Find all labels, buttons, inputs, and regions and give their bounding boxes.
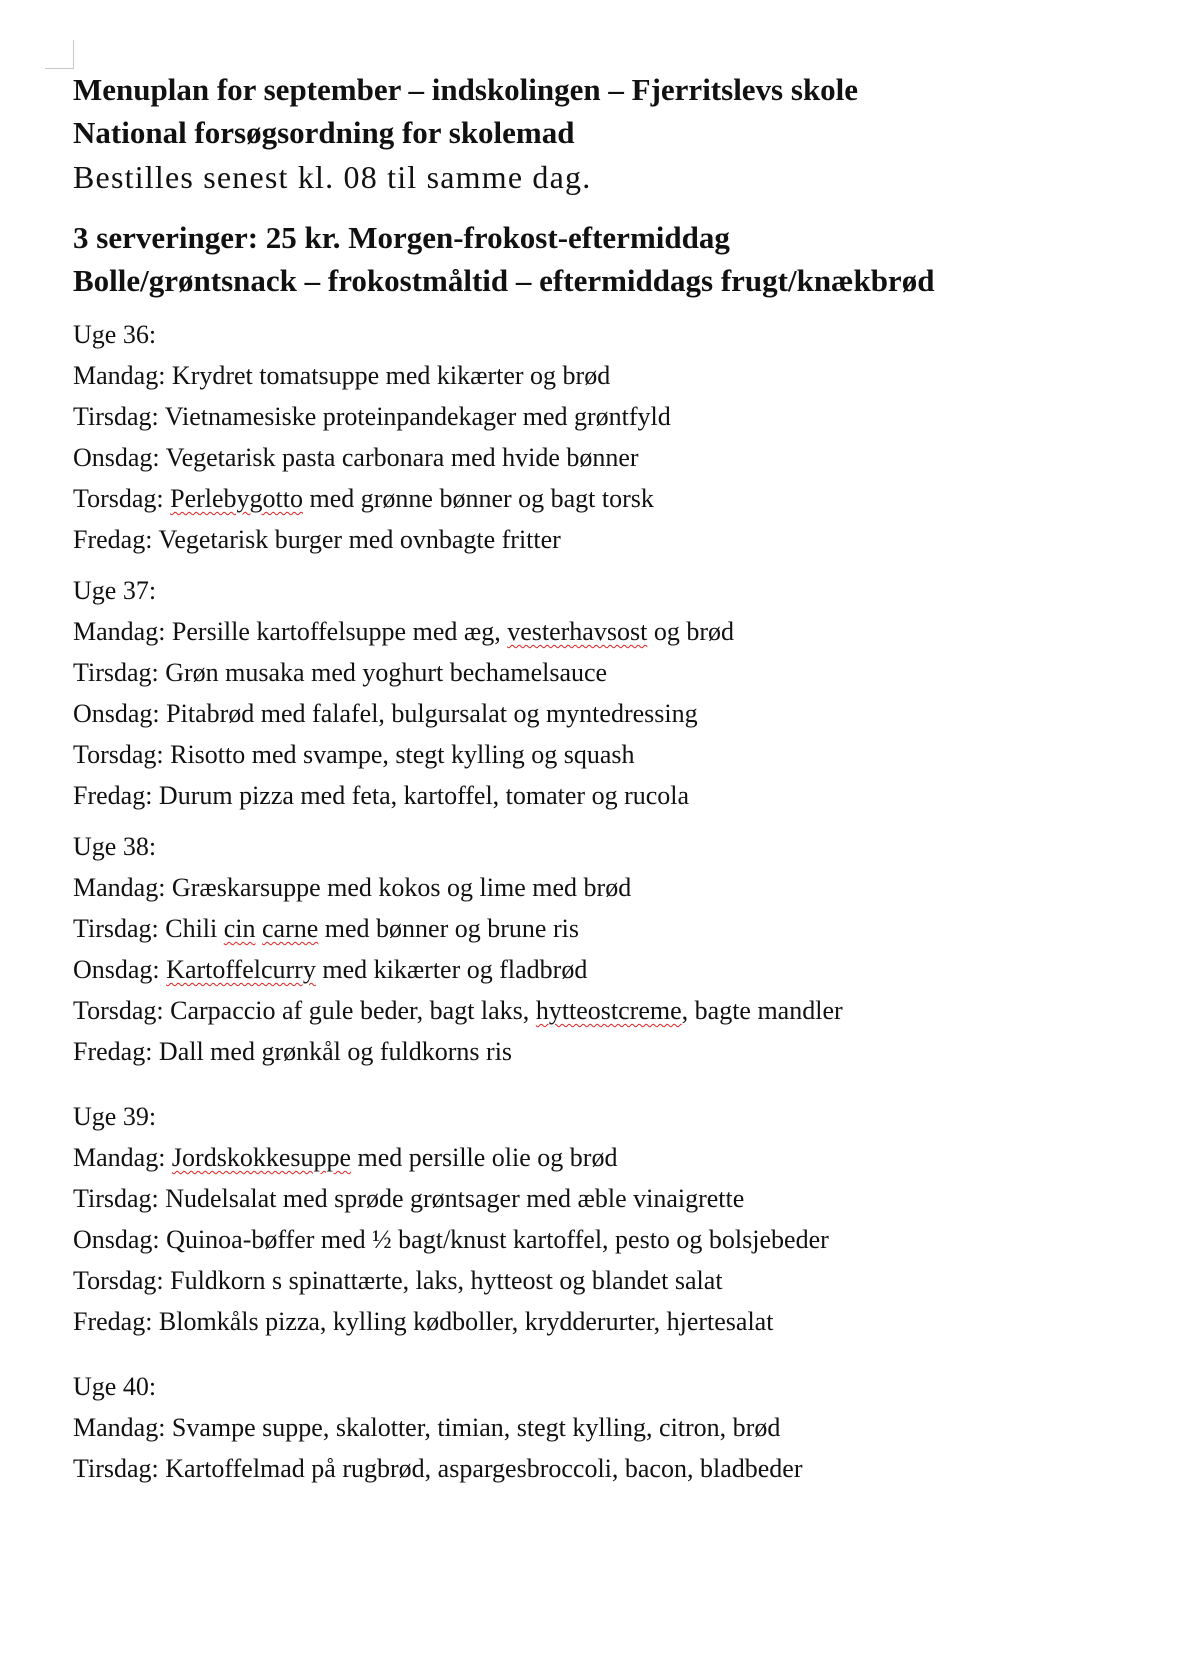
meal-text: Grøn musaka med yoghurt bechamelsauce xyxy=(165,658,608,687)
meal-text: Risotto med svampe, stegt kylling og squash xyxy=(170,740,635,769)
menu-day-row xyxy=(73,652,1183,693)
meal-text: Svampe suppe, skalotter, timian, stegt kylling, citron, brød xyxy=(171,1413,781,1442)
document-page xyxy=(73,68,1183,1499)
day-name: Fredag: xyxy=(73,1307,153,1336)
menu-day-row xyxy=(73,396,1183,437)
day-name: Fredag: xyxy=(73,781,153,810)
menu-day-row xyxy=(73,775,1183,816)
week-block xyxy=(73,1096,1183,1342)
order-deadline-note: Bestilles senest kl. 08 til samme dag. xyxy=(73,159,592,195)
meal-text: Pitabrød med falafel, bulgursalat og myntedressing xyxy=(166,699,698,728)
meal-text: Quinoa-bøffer med ½ bagt/knust kartoffel, pesto og bolsjebeder xyxy=(166,1225,829,1254)
page-corner-mark xyxy=(45,40,74,69)
week-label: Uge 38: xyxy=(73,832,157,861)
week-block xyxy=(73,570,1183,816)
meal-text: Vegetarisk burger med ovnbagte fritter xyxy=(158,525,561,554)
week-label: Uge 36: xyxy=(73,320,157,349)
spellcheck-flagged-word: vesterhavsost xyxy=(507,617,648,646)
day-name: Onsdag: xyxy=(73,443,160,472)
menu-day-row xyxy=(73,1178,1183,1219)
meal-text: Carpaccio af gule beder, bagt laks, xyxy=(170,996,536,1025)
menu-day-row xyxy=(73,1031,1183,1072)
day-name: Torsdag: xyxy=(73,740,164,769)
menu-day-row xyxy=(73,1137,1183,1178)
menu-day-row xyxy=(73,355,1183,396)
week-block xyxy=(73,314,1183,560)
day-name: Mandag: xyxy=(73,1413,166,1442)
week-label: Uge 39: xyxy=(73,1102,157,1131)
meal-text: Græskarsuppe med kokos og lime med brød xyxy=(171,873,632,902)
menu-day-row xyxy=(73,478,1183,519)
menu-day-row xyxy=(73,1219,1183,1260)
page-title: Menuplan for september – indskolingen – Fjerritslevs skole xyxy=(73,72,859,107)
spellcheck-flagged-word: Jordskokkesuppe xyxy=(171,1143,352,1172)
day-name: Onsdag: xyxy=(73,1225,160,1254)
day-name: Mandag: xyxy=(73,617,166,646)
day-name: Onsdag: xyxy=(73,699,160,728)
day-name: Tirsdag: xyxy=(73,402,159,431)
spellcheck-flagged-word: cin xyxy=(223,914,256,943)
day-name: Mandag: xyxy=(73,1143,166,1172)
meal-text: Kartoffelmad på rugbrød, aspargesbroccoli, bacon, bladbeder xyxy=(165,1454,803,1483)
meal-text: og brød xyxy=(647,617,734,646)
menu-day-row xyxy=(73,1301,1183,1342)
menu-day-row xyxy=(73,1448,1183,1489)
week-block xyxy=(73,826,1183,1072)
spellcheck-flagged-word: Perlebygotto xyxy=(170,484,303,513)
menu-day-row xyxy=(73,693,1183,734)
servings-price-line: 3 serveringer: 25 kr. Morgen-frokost-eftermiddag xyxy=(73,220,730,255)
day-name: Mandag: xyxy=(73,873,166,902)
meal-text: Krydret tomatsuppe med kikærter og brød xyxy=(171,361,611,390)
meal-text: Vietnamesiske proteinpandekager med grøntfyld xyxy=(164,402,671,431)
day-name: Fredag: xyxy=(73,1037,153,1066)
menu-day-row xyxy=(73,990,1183,1031)
meal-text: med grønne bønner og bagt torsk xyxy=(302,484,654,513)
menu-day-row xyxy=(73,519,1183,560)
spellcheck-flagged-word: Kartoffelcurry xyxy=(166,955,316,984)
meal-text: Fuldkorn s spinattærte, laks, hytteost og blandet salat xyxy=(170,1266,723,1295)
day-name: Torsdag: xyxy=(73,484,164,513)
menu-day-row xyxy=(73,734,1183,775)
servings-description-line: Bolle/grøntsnack – frokostmåltid – eftermiddags frugt/knækbrød xyxy=(73,263,935,298)
menu-day-row xyxy=(73,908,1183,949)
day-name: Mandag: xyxy=(73,361,166,390)
week-label: Uge 40: xyxy=(73,1372,157,1401)
meal-text: Persille kartoffelsuppe med æg, xyxy=(171,617,508,646)
day-name: Onsdag: xyxy=(73,955,160,984)
meal-text: , bagte mandler xyxy=(681,996,843,1025)
meal-text: med kikærter og fladbrød xyxy=(315,955,588,984)
weekly-menu-list xyxy=(73,314,1183,1489)
week-block xyxy=(73,1366,1183,1489)
day-name: Torsdag: xyxy=(73,1266,164,1295)
day-name: Tirsdag: xyxy=(73,1454,159,1483)
meal-text: med persille olie og brød xyxy=(351,1143,618,1172)
day-name: Torsdag: xyxy=(73,996,164,1025)
menu-day-row xyxy=(73,949,1183,990)
meal-text: Durum pizza med feta, kartoffel, tomater og rucola xyxy=(158,781,690,810)
menu-day-row xyxy=(73,611,1183,652)
menu-day-row xyxy=(73,1260,1183,1301)
day-name: Tirsdag: xyxy=(73,914,159,943)
menu-day-row xyxy=(73,1407,1183,1448)
spellcheck-flagged-word: hytteostcreme xyxy=(535,996,682,1025)
day-name: Tirsdag: xyxy=(73,1184,159,1213)
meal-text: Dall med grønkål og fuldkorns ris xyxy=(158,1037,513,1066)
document-header xyxy=(73,68,1183,200)
menu-day-row xyxy=(73,437,1183,478)
week-label: Uge 37: xyxy=(73,576,157,605)
day-name: Fredag: xyxy=(73,525,153,554)
meal-text: Blomkåls pizza, kylling kødboller, krydderurter, hjertesalat xyxy=(158,1307,774,1336)
servings-info xyxy=(73,216,1183,302)
meal-text: Chili xyxy=(165,914,224,943)
spellcheck-flagged-word: carne xyxy=(262,914,319,943)
meal-text: med bønner og brune ris xyxy=(318,914,579,943)
menu-day-row xyxy=(73,867,1183,908)
meal-text: Vegetarisk pasta carbonara med hvide bønner xyxy=(165,443,639,472)
page-title-secondary: National forsøgsordning for skolemad xyxy=(73,115,575,150)
meal-text: Nudelsalat med sprøde grøntsager med æble vinaigrette xyxy=(165,1184,745,1213)
day-name: Tirsdag: xyxy=(73,658,159,687)
